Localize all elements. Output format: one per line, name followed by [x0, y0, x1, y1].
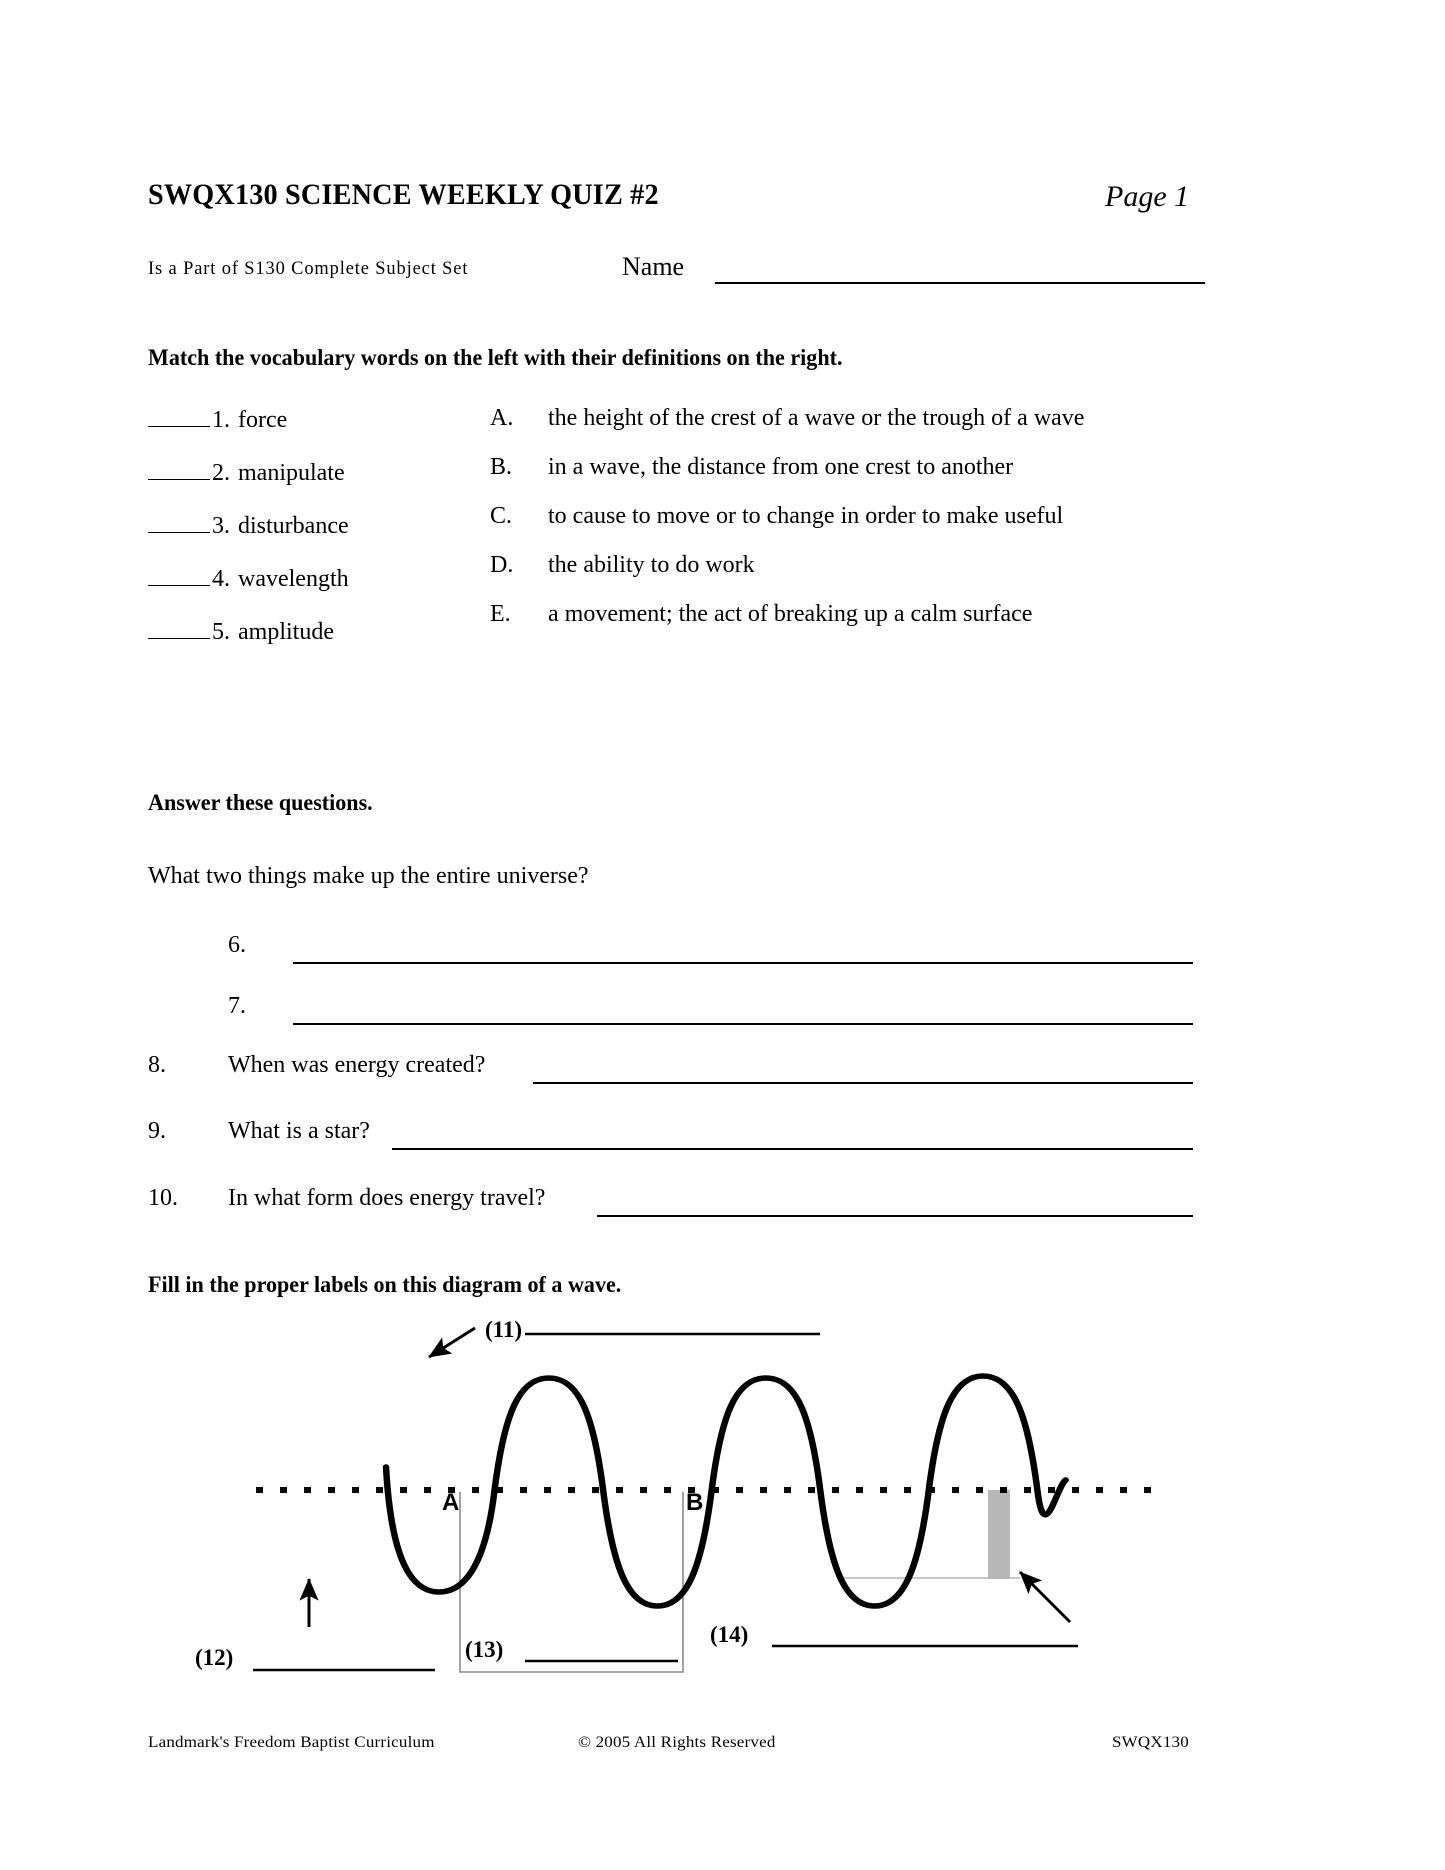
answer-blank-6[interactable]	[293, 962, 1193, 964]
vocab-term: disturbance	[238, 513, 349, 539]
definition-text: the height of the crest of a wave or the trough of a wave	[548, 405, 1085, 431]
question-number-6: 6.	[228, 932, 246, 958]
footer-code: SWQX130	[1112, 1732, 1189, 1751]
vocab-number: 1.	[212, 407, 230, 433]
wavelength-label: (13)	[465, 1637, 504, 1662]
definition-letter: A.	[490, 405, 514, 431]
definition-item-b	[490, 454, 1013, 481]
wave-diagram	[140, 1320, 1300, 1690]
crest-label: (11)	[485, 1320, 523, 1342]
name-field-label: Name	[622, 252, 685, 281]
match-answer-blank-1[interactable]	[148, 406, 210, 427]
answer-blank-10[interactable]	[597, 1215, 1193, 1217]
definition-text: in a wave, the distance from one crest to another	[548, 454, 1014, 480]
crest-arrow-icon	[429, 1328, 475, 1357]
page-subtitle: Is a Part of S130 Complete Subject Set	[148, 258, 469, 279]
question-text-10: In what form does energy travel?	[228, 1185, 546, 1211]
question-number-8: 8.	[148, 1052, 166, 1078]
wave-diagram-instruction: Fill in the proper labels on this diagram of a wave.	[148, 1272, 622, 1297]
amplitude-arrow-icon	[1020, 1572, 1070, 1622]
definition-item-d	[490, 552, 755, 579]
question-number-10: 10.	[148, 1185, 178, 1211]
amplitude-bar	[988, 1490, 1010, 1579]
footer-curriculum: Landmark's Freedom Baptist Curriculum	[148, 1732, 435, 1751]
trough-label: (12)	[195, 1645, 234, 1670]
vocab-item-3	[148, 512, 349, 540]
question-text-9: What is a star?	[228, 1118, 370, 1144]
vocab-item-5	[148, 618, 334, 646]
definition-item-e	[490, 601, 1032, 628]
match-answer-blank-3[interactable]	[148, 512, 210, 533]
amplitude-label: (14)	[710, 1622, 749, 1647]
definition-letter: E.	[490, 601, 511, 627]
page-title: SWQX130 SCIENCE WEEKLY QUIZ #2	[148, 178, 659, 211]
wave-curve	[386, 1376, 1066, 1606]
answer-blank-7[interactable]	[293, 1023, 1193, 1025]
definition-item-c	[490, 503, 1063, 530]
vocab-number: 5.	[212, 619, 230, 645]
question-prompt-two-things: What two things make up the entire universe?	[148, 863, 589, 889]
question-number-9: 9.	[148, 1118, 166, 1144]
point-b-marker: B	[686, 1489, 704, 1516]
page-number-label: Page 1	[1105, 180, 1190, 213]
definition-item-a	[490, 405, 1084, 432]
match-answer-blank-4[interactable]	[148, 565, 210, 586]
vocab-term: amplitude	[238, 619, 334, 645]
vocab-number: 3.	[212, 513, 230, 539]
definition-text: a movement; the act of breaking up a calm surface	[548, 601, 1033, 627]
footer-copyright: © 2005 All Rights Reserved	[578, 1732, 776, 1751]
match-answer-blank-5[interactable]	[148, 618, 210, 639]
vocab-item-1	[148, 406, 287, 434]
questions-instruction: Answer these questions.	[148, 790, 373, 815]
name-field-blank[interactable]	[715, 282, 1205, 284]
vocab-number: 2.	[212, 460, 230, 486]
answer-blank-9[interactable]	[392, 1148, 1193, 1150]
vocab-term: force	[238, 407, 288, 433]
definition-text: the ability to do work	[548, 552, 755, 578]
vocab-item-4	[148, 565, 349, 593]
definition-letter: C.	[490, 503, 513, 529]
definition-letter: D.	[490, 552, 514, 578]
question-number-7: 7.	[228, 993, 246, 1019]
answer-blank-8[interactable]	[533, 1082, 1193, 1084]
point-a-marker: A	[442, 1489, 460, 1516]
vocab-number: 4.	[212, 566, 230, 592]
definition-text: to cause to move or to change in order to make useful	[548, 503, 1064, 529]
question-text-8: When was energy created?	[228, 1052, 486, 1078]
vocab-term: wavelength	[238, 566, 349, 592]
definition-letter: B.	[490, 454, 513, 480]
matching-instruction: Match the vocabulary words on the left with their definitions on the right.	[148, 345, 843, 370]
vocab-term: manipulate	[238, 460, 345, 486]
vocab-item-2	[148, 459, 345, 487]
match-answer-blank-2[interactable]	[148, 459, 210, 480]
